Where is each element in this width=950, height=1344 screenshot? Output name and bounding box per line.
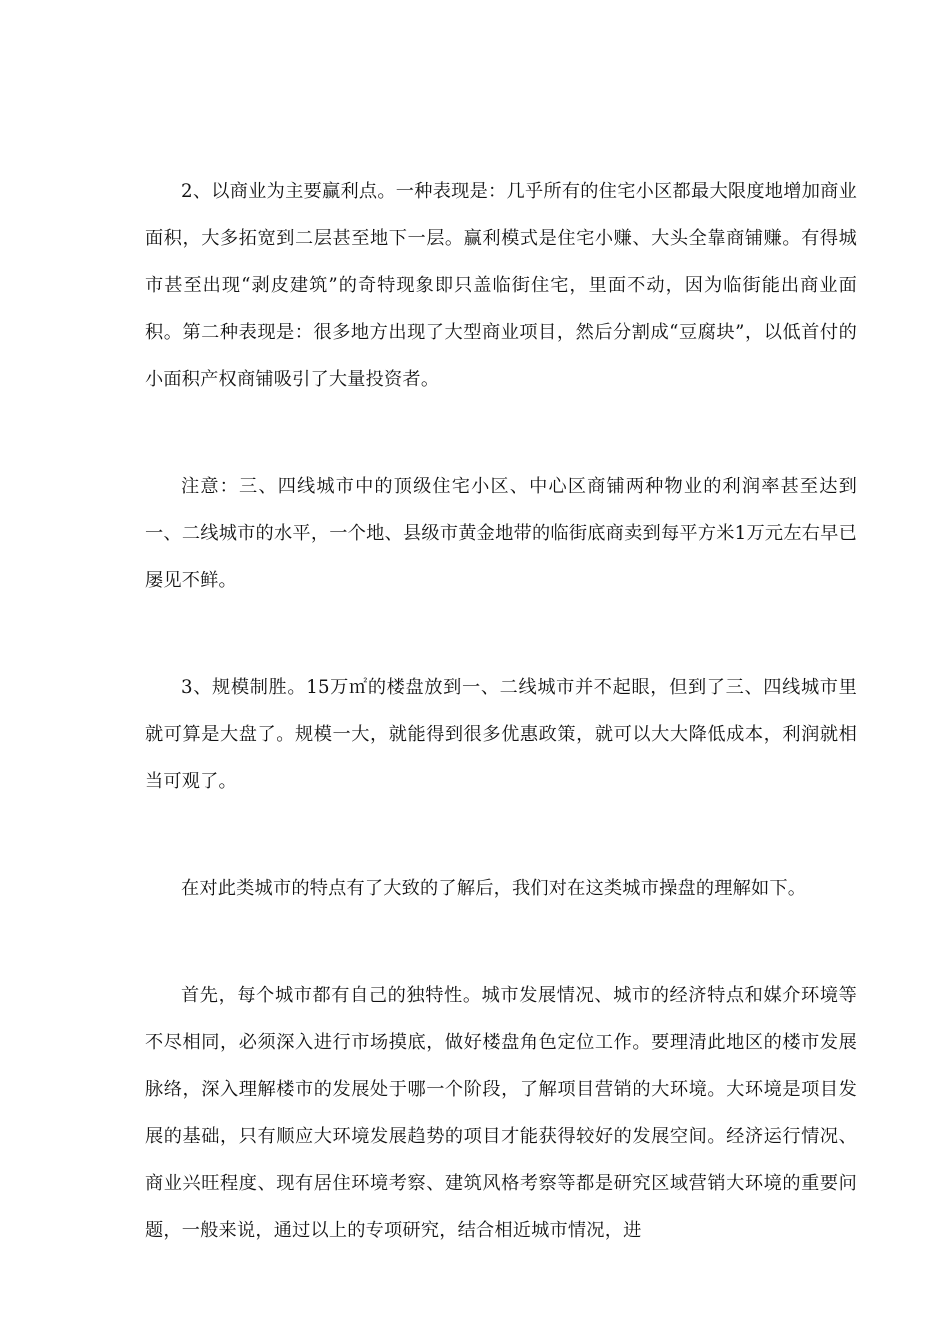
paragraph-commerce-profit: 2、以商业为主要赢利点。一种表现是：几乎所有的住宅小区都最大限度地增加商业面积，大多拓宽到二层甚至地下一层。赢利模式是住宅小赚、大头全靠商铺赚。有得城市甚至出现“剥皮建筑”的奇特现象即只盖临街住宅，里面不动，因为临街能出商业面积。第二种表现是：很多地方出现了大型商业项目，然后分割成“豆腐块”，以低首付的小面积产权商铺吸引了大量投资者。	[145, 181, 857, 390]
paragraph-summary: 在对此类城市的特点有了大致的了解后，我们对在这类城市操盘的理解如下。	[181, 878, 807, 899]
paragraph-spacer	[145, 912, 857, 972]
document-body	[145, 168, 857, 1254]
paragraph-note: 注意：三、四线城市中的顶级住宅小区、中心区商铺两种物业的利润率甚至达到一、二线城市的水平，一个地、县级市黄金地带的临街底商卖到每平方米1万元左右早已屡见不鲜。	[145, 476, 857, 591]
paragraph-spacer	[145, 604, 857, 664]
paragraph-scale: 3、规模制胜。15万㎡的楼盘放到一、二线城市并不起眼，但到了三、四线城市里就可算是大盘了。规模一大，就能得到很多优惠政策，就可以大大降低成本，利润就相当可观了。	[145, 677, 857, 792]
paragraph-first: 首先，每个城市都有自己的独特性。城市发展情况、城市的经济特点和媒介环境等不尽相同，必须深入进行市场摸底，做好楼盘角色定位工作。要理清此地区的楼市发展脉络，深入理解楼市的发展处于哪一个阶段，了解项目营销的大环境。大环境是项目发展的基础，只有顺应大环境发展趋势的项目才能获得较好的发展空间。经济运行情况、商业兴旺程度、现有居住环境考察、建筑风格考察等都是研究区域营销大环境的重要问题，一般来说，通过以上的专项研究，结合相近城市情况，进	[145, 985, 857, 1241]
paragraph-spacer	[145, 403, 857, 463]
paragraph-spacer	[145, 805, 857, 865]
